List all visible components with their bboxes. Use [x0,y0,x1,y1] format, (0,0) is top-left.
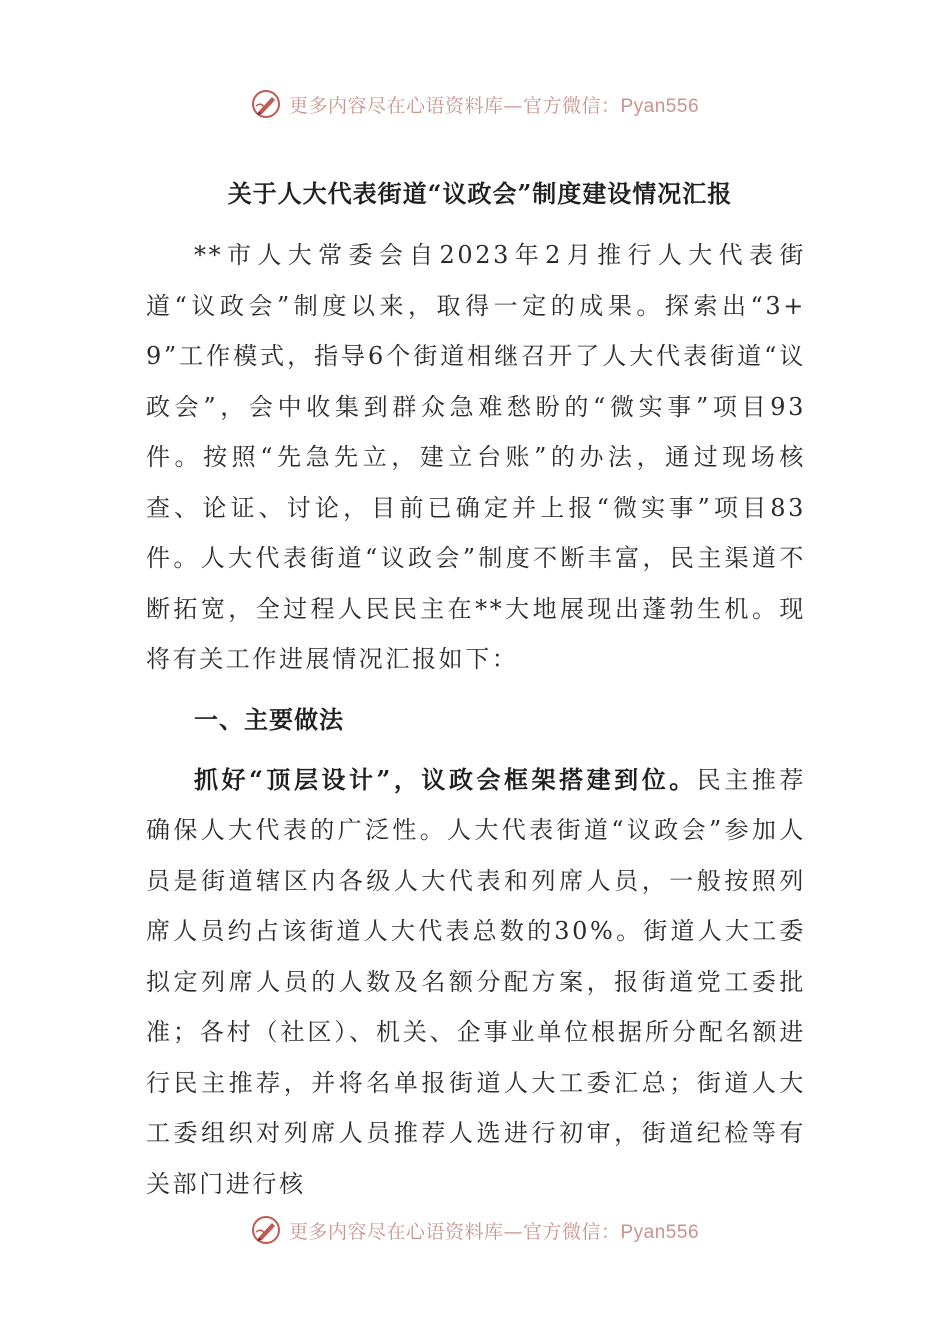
document-body [146,168,806,1209]
document-title: 关于人大代表街道“议政会”制度建设情况汇报 [227,179,733,208]
section-paragraph [146,755,806,1210]
header-watermark [0,84,950,124]
section-heading: 一、主要做法 [194,704,344,734]
intro-paragraph: **市人大常委会自2023年2月推行人大代表街道“议政会”制度以来，取得一定的成果。探索出“3+9”工作模式，指导6个街道相继召开了人大代表街道“议政会”，会中收集到群众急难愁盼的“微实事”项目93件。按照“先急先立，建立台账”的办法，通过现场核查、论证、讨论，目前已确定并上报“微实事”项目83件。人大代表街道“议政会”制度不断丰富，民主渠道不断拓宽，全过程人民民主在**大地展现出蓬勃生机。现将有关工作进展情况汇报如下： [146,241,806,673]
paragraph-body: 民主推荐确保人大代表的广泛性。人大代表街道“议政会”参加人员是街道辖区内各级人大代表和列席人员，一般按照列席人员约占该街道人大代表总数的30%。街道人大工委拟定列席人员的人数及名额分配方案，报街道党工委批准；各村（社区）、机关、企事业单位根据所分配名额进行民主推荐，并将名单报街道人大工委汇总；街道人大工委组织对列席人员推荐人选进行初审，街道纪检等有关部门进行核 [146,765,806,1198]
footer-watermark [0,1210,950,1250]
watermark-text: 更多内容尽在心语资料库—官方微信：Pyan556 [288,1220,700,1243]
watermark-wechat-id: Pyan556 [620,1221,700,1243]
pen-logo-icon [251,1215,281,1245]
pen-logo-icon [251,89,281,119]
watermark-text: 更多内容尽在心语资料库—官方微信：Pyan556 [288,94,700,117]
paragraph-lead: 抓好“顶层设计”，议政会框架搭建到位。 [194,764,697,794]
watermark-wechat-id: Pyan556 [620,95,700,117]
